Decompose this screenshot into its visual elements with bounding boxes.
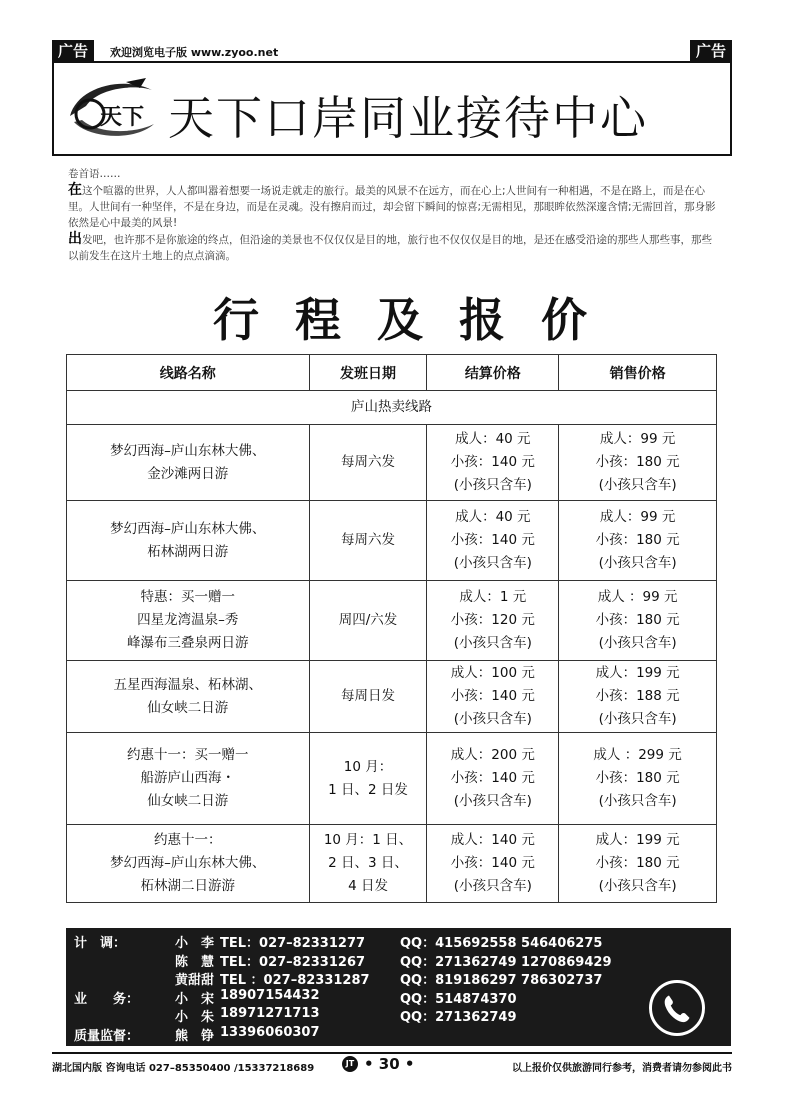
- price-table: [66, 354, 717, 903]
- intro-section: [68, 166, 718, 264]
- cell-line: (小孩只含车): [598, 711, 677, 727]
- contact-label: 质量监督：: [74, 1028, 140, 1044]
- cell-line: 梦幻西海–庐山东林大佛、: [110, 442, 266, 459]
- section-title: 行程及报价: [213, 293, 623, 347]
- cell-line: (小孩只含车): [453, 555, 532, 571]
- contact-name: 小 李: [174, 936, 214, 951]
- intro-heading: 卷首语……: [68, 168, 121, 180]
- cell-line: 梦幻西海–庐山东林大佛、: [110, 520, 266, 537]
- cell-line: (小孩只含车): [453, 878, 532, 894]
- contact-tel: 18907154432: [220, 987, 320, 1003]
- intro-p2-lead: 出: [68, 231, 82, 247]
- dragon-logo-icon: [64, 76, 158, 144]
- cell-line: 成人：199 元: [595, 832, 680, 848]
- cell-line: 小孩：180 元: [595, 612, 680, 628]
- header-route-name: 线路名称: [67, 355, 310, 391]
- cell-settle: [427, 581, 559, 661]
- cell-line: 柘林湖两日游: [147, 543, 229, 560]
- cell-line: 成人：99 元: [599, 431, 676, 447]
- page-number: • 30 •: [364, 1055, 415, 1073]
- table-header-row: [67, 355, 717, 391]
- cell-line: 10 月：1 日、: [323, 832, 413, 848]
- cell-line: (小孩只含车): [453, 635, 532, 651]
- footer: [52, 1052, 732, 1074]
- intro-p1-text: 这个喧嚣的世界，人人都叫嚣着想要一场说走就走的旅行。最美的风景不在远方，而在心上;人世间有一种相遇，不是在路上，而是在心里。人世间有一种坚伴，不是在身边，而是在灵魂。没有擦肩而过，却会留下瞬间的惊喜;无需相见，那眼眸依然深邃含情;无需回首，那身影依然是心中最美的风景!: [68, 185, 716, 229]
- cell-line: 小孩：140 元: [450, 770, 535, 786]
- cell-line: 四星龙湾温泉–秀: [137, 612, 239, 628]
- cell-line: 约惠十一：买一赠一: [127, 747, 249, 763]
- cell-name: [67, 581, 310, 661]
- intro-p2-text: 发吧，也许那不是你旅途的终点，但沿途的美景也不仅仅仅是目的地，旅行也不仅仅仅是目的地，是还在感受沿途的那些人那些事，那些以前发生在这片土地上的点点滴滴。: [68, 234, 712, 262]
- cell-line: 每周日发: [341, 688, 395, 704]
- table-subheader-row: [67, 391, 717, 425]
- cell-line: 成人：100 元: [450, 665, 535, 681]
- table-row: [67, 581, 717, 661]
- contact-name: 黄甜甜: [174, 973, 214, 988]
- cell-line: 峰瀑布三叠泉两日游: [127, 635, 249, 651]
- cell-line: 成人 ：99 元: [597, 589, 678, 605]
- cell-line: 每周六发: [341, 454, 395, 470]
- contact-label: 计 调：: [74, 936, 127, 951]
- cell-line: 成人：40 元: [455, 509, 531, 525]
- table-subheader: 庐山热卖线路: [67, 391, 717, 425]
- cell-line: 1 日、2 日发: [328, 781, 408, 798]
- cell-settle: [427, 733, 559, 825]
- logo-text: 天下: [100, 104, 145, 130]
- cell-line: 柘林湖二日游游: [140, 878, 236, 894]
- cell-date: [309, 825, 427, 903]
- phone-icon: [649, 980, 705, 1036]
- intro-paragraph-2: [68, 231, 718, 264]
- cell-settle: [427, 425, 559, 501]
- cell-line: 周四/六发: [338, 612, 398, 628]
- cell-line: 约惠十一：: [154, 832, 222, 848]
- cell-name: [67, 825, 310, 903]
- cell-line: (小孩只含车): [453, 793, 532, 809]
- cell-line: (小孩只含车): [598, 878, 677, 894]
- top-bar: [52, 40, 732, 62]
- table-row: [67, 825, 717, 903]
- page-number-group: [342, 1055, 415, 1073]
- cell-settle: [427, 825, 559, 903]
- cell-line: 成人：99 元: [599, 509, 676, 525]
- cell-line: (小孩只含车): [453, 477, 532, 493]
- footer-left: 湖北国内版 咨询电话 027–85350400 /15337218689: [52, 1063, 315, 1074]
- contact-panel: [66, 928, 731, 1046]
- cell-line: 小孩：180 元: [595, 770, 680, 786]
- cell-line: 小孩：140 元: [450, 454, 535, 470]
- cell-line: 小孩：140 元: [450, 688, 535, 704]
- contact-qq: QQ：271362749 1270869429: [400, 954, 612, 970]
- cell-line: 成人：199 元: [595, 665, 680, 681]
- table-row: [67, 425, 717, 501]
- intro-p1-lead: 在: [68, 182, 82, 198]
- footer-right: 以上报价仅供旅游同行参考，消费者请勿参阅此书: [512, 1063, 732, 1074]
- cell-name: [67, 425, 310, 501]
- ad-tag-right: 广告: [690, 40, 732, 62]
- cell-line: (小孩只含车): [598, 477, 677, 493]
- cell-date: [309, 733, 427, 825]
- header-settlement-price: 结算价格: [427, 355, 559, 391]
- cell-line: 小孩：180 元: [595, 855, 680, 871]
- cell-line: 小孩：180 元: [595, 532, 680, 548]
- cell-line: 每周六发: [341, 532, 395, 548]
- header-sale-price: 销售价格: [559, 355, 717, 391]
- contact-name: 小 宋: [174, 991, 214, 1007]
- cell-date: [309, 425, 427, 501]
- cell-line: (小孩只含车): [598, 793, 677, 809]
- cell-line: 成人：1 元: [459, 589, 527, 605]
- cell-line: 小孩：188 元: [595, 688, 680, 704]
- contact-qq: QQ：819186297 786302737: [400, 973, 603, 988]
- contact-name: 陈 慧: [174, 954, 214, 970]
- cell-sale: [559, 425, 717, 501]
- ad-tag-left: 广告: [52, 40, 94, 62]
- contact-tel: TEL ：027–82331287: [220, 973, 370, 988]
- table-row: [67, 661, 717, 733]
- cell-line: (小孩只含车): [453, 711, 532, 727]
- cell-name: [67, 501, 310, 581]
- cell-date: [309, 661, 427, 733]
- cell-line: 特惠：买一赠一: [140, 589, 236, 605]
- welcome-text: 欢迎浏览电子版 www.zyoo.net: [110, 46, 279, 59]
- cell-sale: [559, 825, 717, 903]
- contact-tel: 18971271713: [220, 1006, 320, 1021]
- contact-tel: TEL：027–82331267: [220, 954, 366, 970]
- cell-date: [309, 581, 427, 661]
- cell-line: 4 日发: [348, 878, 388, 894]
- table-row: [67, 733, 717, 825]
- cell-line: 小孩：120 元: [450, 612, 535, 628]
- cell-line: 小孩：140 元: [450, 855, 535, 871]
- cell-settle: [427, 661, 559, 733]
- cell-date: [309, 501, 427, 581]
- publisher-badge-icon: JT: [342, 1056, 358, 1072]
- cell-line: 仙女峡二日游: [147, 699, 229, 716]
- cell-sale: [559, 581, 717, 661]
- cell-line: 成人：140 元: [450, 832, 535, 848]
- contact-name: 小 朱: [174, 1010, 214, 1025]
- contact-tel: TEL：027–82331277: [220, 936, 366, 951]
- header-departure-date: 发班日期: [309, 355, 427, 391]
- cell-line: 成人：200 元: [450, 747, 535, 763]
- page-title: 天下口岸同业接待中心: [168, 91, 648, 145]
- cell-line: 小孩：140 元: [450, 532, 535, 548]
- cell-sale: [559, 733, 717, 825]
- cell-settle: [427, 501, 559, 581]
- cell-line: 船游庐山西海・: [140, 770, 236, 786]
- contact-qq: QQ：271362749: [400, 1010, 517, 1025]
- contact-label: 业 务：: [74, 991, 140, 1007]
- contact-tel: 13396060307: [220, 1024, 320, 1040]
- cell-line: 五星西海温泉、柘林湖、: [113, 676, 263, 693]
- intro-paragraph-1: [68, 182, 718, 231]
- cell-line: 成人：40 元: [455, 431, 531, 447]
- contact-name: 熊 铮: [174, 1028, 214, 1044]
- cell-name: [67, 733, 310, 825]
- cell-sale: [559, 661, 717, 733]
- cell-line: 仙女峡二日游: [147, 793, 229, 809]
- cell-line: (小孩只含车): [598, 555, 677, 571]
- cell-line: 梦幻西海–庐山东林大佛、: [110, 855, 266, 871]
- cell-line: 小孩：180 元: [595, 454, 680, 470]
- cell-name: [67, 661, 310, 733]
- contact-qq: QQ：415692558 546406275: [400, 936, 603, 951]
- cell-line: 成人 ：299 元: [593, 747, 682, 763]
- cell-line: (小孩只含车): [598, 635, 677, 651]
- cell-sale: [559, 501, 717, 581]
- cell-line: 10 月：: [343, 758, 393, 775]
- table-row: [67, 501, 717, 581]
- cell-line: 金沙滩两日游: [147, 465, 229, 482]
- cell-line: 2 日、3 日、: [328, 855, 408, 871]
- contact-qq: QQ：514874370: [400, 991, 517, 1007]
- header-box: [52, 62, 732, 156]
